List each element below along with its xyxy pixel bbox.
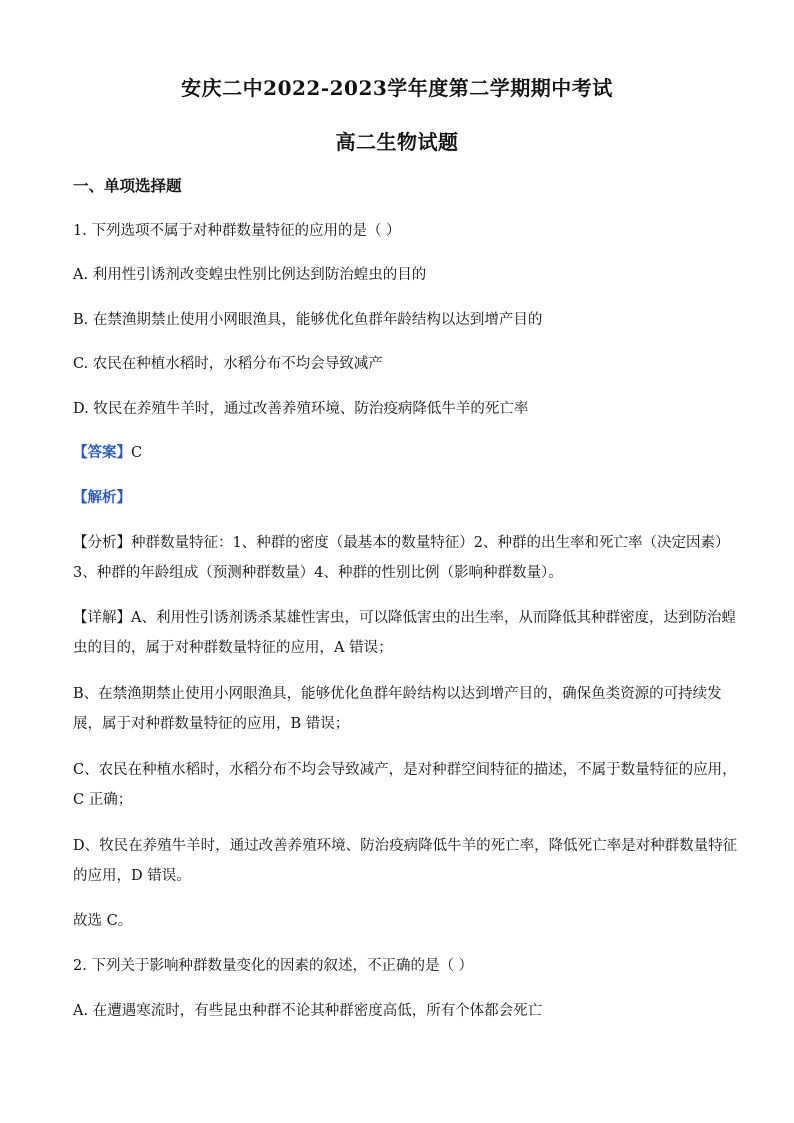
question-1-option-d: D. 牧民在养殖牛羊时，通过改善养殖环境、防治疫病降低牛羊的死亡率 [73, 401, 529, 417]
question-1-stem: 1. 下列选项不属于对种群数量特征的应用的是（ ） [73, 223, 401, 239]
fenxi-line-1 [73, 533, 730, 553]
detail-d-line-2: 的应用，D 错误。 [73, 868, 191, 884]
conclusion: 故选 C。 [73, 913, 133, 929]
fenxi-text-1: 种群数量特征：1、种群的密度（最基本的数量特征）2、种群的出生率和死亡率（决定因素） [131, 535, 730, 551]
question-1-option-a: A. 利用性引诱剂改变蝗虫性别比例达到防治蝗虫的目的 [73, 267, 427, 283]
question-2-option-a: A. 在遭遇寒流时，有些昆虫种群不论其种群密度高低，所有个体都会死亡 [73, 1003, 543, 1019]
fenxi-tag: 【分析】 [73, 535, 131, 551]
section-heading: 一、单项选择题 [73, 176, 182, 195]
detail-d-line-1: D、牧民在养殖牛羊时，通过改善养殖环境、防治疫病降低牛羊的死亡率，降低死亡率是对种群数量特征 [73, 838, 738, 854]
exam-title: 安庆二中2022-2023学年度第二学期期中考试 [181, 76, 613, 100]
detail-b-line-1: B、在禁渔期禁止使用小网眼渔具，能够优化鱼群年龄结构以达到增产目的，确保鱼类资源的可持续发 [73, 686, 722, 702]
answer-tag: 【答案】 [73, 444, 131, 461]
answer-line [73, 443, 723, 463]
detail-c-line-2: C 正确； [73, 792, 133, 808]
question-2-stem: 2. 下列关于影响种群数量变化的因素的叙述，不正确的是（ ） [73, 958, 474, 974]
question-1-option-c: C. 农民在种植水稻时，水稻分布不均会导致减产 [73, 356, 383, 372]
analysis-tag: 【解析】 [73, 489, 131, 506]
question-1-option-b: B. 在禁渔期禁止使用小网眼渔具，能够优化鱼群年龄结构以达到增产目的 [73, 312, 543, 328]
exam-subtitle: 高二生物试题 [335, 130, 459, 154]
detail-c-line-1: C、农民在种植水稻时，水稻分布不均会导致减产，是对种群空间特征的描述，不属于数量特征的应用， [73, 762, 737, 778]
detail-b-line-2: 展，属于对种群数量特征的应用，B 错误； [73, 716, 350, 732]
detail-a-text-1: A、利用性引诱剂诱杀某雄性害虫，可以降低害虫的出生率，从而降低其种群密度，达到防治蝗 [131, 610, 736, 626]
detail-a-line-1 [73, 608, 736, 628]
detail-a-line-2: 虫的目的，属于对种群数量特征的应用，A 错误； [73, 640, 393, 656]
xiangjie-tag: 【详解】 [73, 610, 131, 626]
analysis-line [73, 488, 723, 508]
fenxi-line-2: 3、种群的年龄组成（预测种群数量）4、种群的性别比例（影响种群数量）。 [73, 565, 563, 581]
answer-value: C [131, 445, 143, 461]
